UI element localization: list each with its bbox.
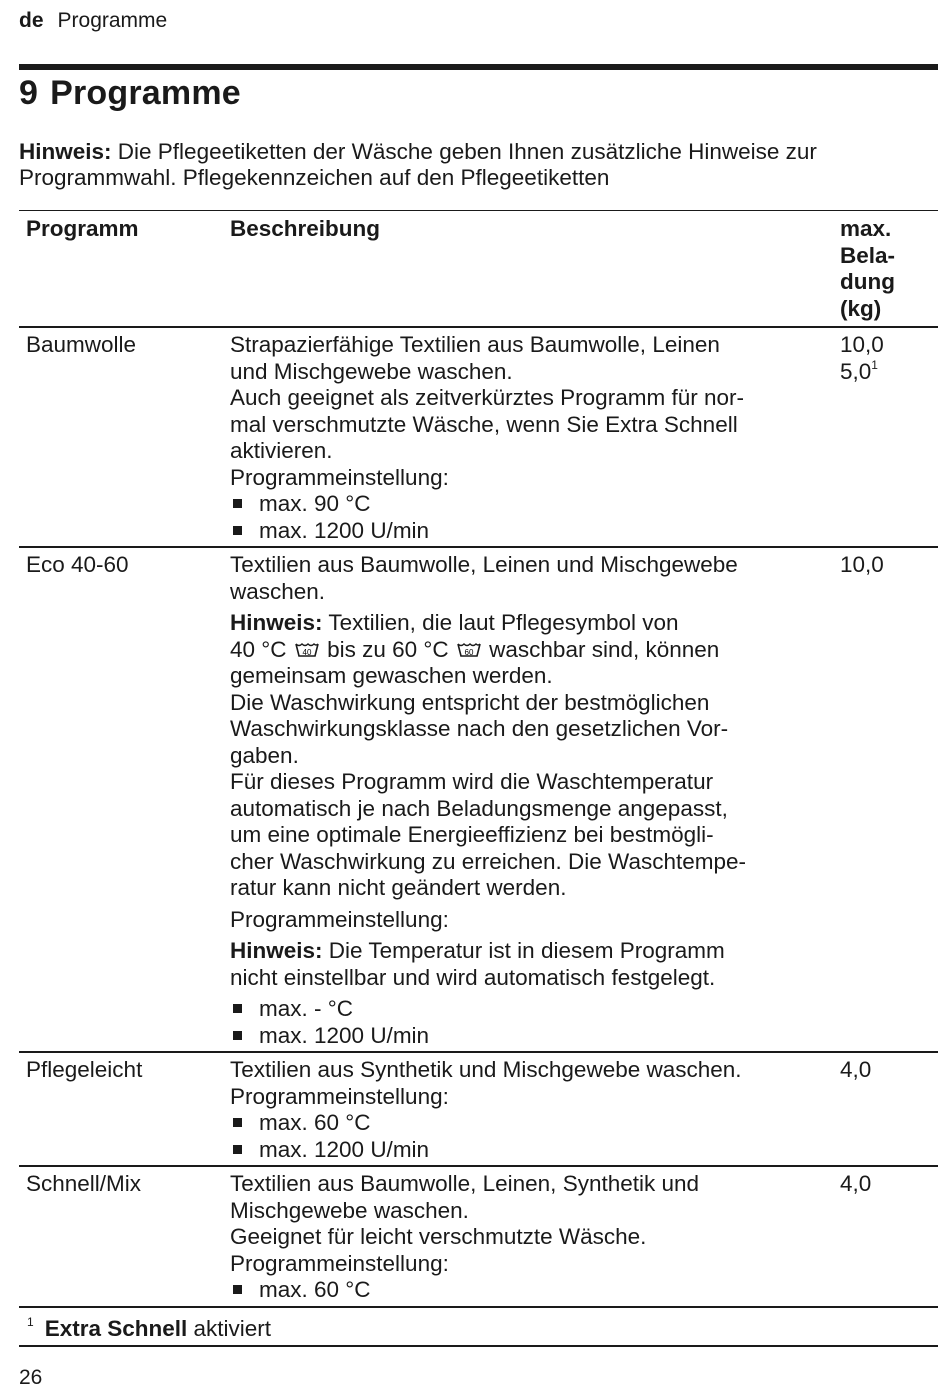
header-max-load (833, 211, 938, 328)
note-text: bis zu 60 °C (327, 636, 449, 662)
header-load-line: (kg) (840, 295, 882, 321)
description-line: gaben. (230, 742, 299, 768)
program-description (230, 547, 833, 1052)
intro-text: Die Pflegeetiketten der Wäsche geben Ihnen zusätzliche Hinweise zur Programmwahl. Pflegekennzeichen auf den Pflegeetiketten (19, 139, 817, 190)
description-line: Programmeinstellung: (230, 906, 449, 932)
chapter-number: 9 (19, 74, 39, 112)
description-line: und Mischgewebe waschen. (230, 358, 513, 384)
footnote-marker: 1 (871, 357, 878, 372)
program-name: Schnell/Mix (26, 1171, 142, 1196)
description-line: aktivieren. (230, 438, 333, 463)
description-line: cher Waschwirkung zu erreichen. Die Waschtempe- (230, 848, 747, 874)
program-description (230, 1052, 833, 1166)
description-line: Geeignet für leicht verschmutzte Wäsche. (230, 1224, 647, 1249)
description-line: Für dieses Programm wird die Waschtemperatur (230, 769, 714, 794)
note-label: Hinweis: (230, 938, 323, 963)
intro-note (19, 139, 938, 191)
table-row (19, 1052, 938, 1166)
footnote-text: aktiviert (187, 1316, 272, 1341)
description-line: ratur kann nicht geändert werden. (230, 875, 567, 900)
setting-bullet: max. 1200 U/min (230, 1023, 833, 1050)
header-description: Beschreibung (230, 216, 381, 241)
chapter-title-text: Programme (50, 74, 241, 112)
description-line: Auch geeignet als zeitverkürztes Programm für nor- (230, 385, 744, 410)
program-description (230, 327, 833, 547)
header-section: Programme (57, 9, 168, 32)
description-line: mal verschmutzte Wäsche, wenn Sie Extra Schnell (230, 411, 738, 437)
page-number: 26 (19, 1366, 43, 1389)
description-line: Waschwirkungsklasse nach den gesetzlichen Vor- (230, 716, 729, 741)
wash-40-label: 40 (302, 647, 312, 657)
note-line: gemeinsam gewaschen werden. (230, 663, 553, 688)
program-description (230, 1166, 833, 1307)
footnote-bold: Extra Schnell (44, 1316, 188, 1341)
note-text: Die Temperatur ist in diesem Programm (322, 938, 725, 963)
wash-60-label: 60 (464, 647, 474, 657)
setting-bullet: max. 60 °C (230, 1110, 833, 1137)
chapter-title (19, 74, 253, 113)
header-rule (19, 64, 938, 70)
table-row (19, 1166, 938, 1307)
max-load (833, 327, 938, 547)
header-load-line: dung (840, 269, 895, 294)
description-line: Programmeinstellung: (230, 464, 449, 490)
program-name: Pflegeleicht (26, 1057, 143, 1082)
page-header (19, 9, 167, 33)
note-line (230, 938, 833, 965)
description-line: Programmeinstellung: (230, 1083, 449, 1109)
program-name: Baumwolle (26, 332, 137, 357)
description-line: automatisch je nach Beladungsmenge angepasst, (230, 795, 728, 821)
header-load-line: max. (840, 216, 892, 241)
max-load: 4,0 (840, 1057, 872, 1082)
note-text: Textilien, die laut Pflegesymbol von (322, 610, 679, 635)
description-line: Die Waschwirkung entspricht der bestmöglichen (230, 689, 710, 715)
setting-bullet: max. 1200 U/min (230, 518, 833, 545)
load-value-footnoted (840, 359, 938, 386)
description-line: Textilien aus Synthetik und Mischgewebe waschen. (230, 1057, 742, 1082)
language-code: de (19, 9, 44, 32)
description-line: Strapazierfähige Textilien aus Baumwolle, Leinen (230, 332, 720, 357)
wash-60-icon (457, 641, 481, 659)
intro-label: Hinweis: (19, 139, 112, 164)
header-program: Programm (26, 216, 139, 241)
setting-bullet: max. 1200 U/min (230, 1137, 833, 1164)
description-line: um eine optimale Energieeffizienz bei bestmögli- (230, 822, 714, 847)
note-text: waschbar sind, können (489, 636, 720, 662)
setting-bullet: max. - °C (230, 996, 833, 1023)
table-row (19, 327, 938, 547)
program-table (19, 210, 938, 1308)
table-header-row (19, 211, 938, 328)
note-line: nicht einstellbar und wird automatisch festgelegt. (230, 964, 716, 990)
header-load-line: Bela- (840, 242, 896, 268)
note-line-symbols (230, 637, 833, 664)
table-footnote (19, 1316, 938, 1347)
note-text: 40 °C (230, 636, 287, 662)
load-value: 5,0 (840, 358, 872, 384)
wash-40-icon (295, 641, 319, 659)
description-line: Mischgewebe waschen. (230, 1197, 469, 1223)
description-line: waschen. (230, 578, 326, 604)
note-line (230, 610, 833, 637)
note-label: Hinweis: (230, 610, 323, 635)
program-name: Eco 40-60 (26, 552, 129, 577)
description-line: Textilien aus Baumwolle, Leinen und Mischgewebe (230, 552, 738, 577)
max-load: 10,0 (840, 552, 884, 577)
description-line: Programmeinstellung: (230, 1250, 449, 1276)
footnote-marker: 1 (27, 1315, 34, 1329)
max-load: 4,0 (840, 1171, 872, 1196)
setting-bullet: max. 60 °C (230, 1277, 833, 1304)
table-row (19, 547, 938, 1052)
description-line: Textilien aus Baumwolle, Leinen, Synthetik und (230, 1171, 700, 1196)
load-value: 10,0 (840, 332, 884, 357)
setting-bullet: max. 90 °C (230, 491, 833, 518)
